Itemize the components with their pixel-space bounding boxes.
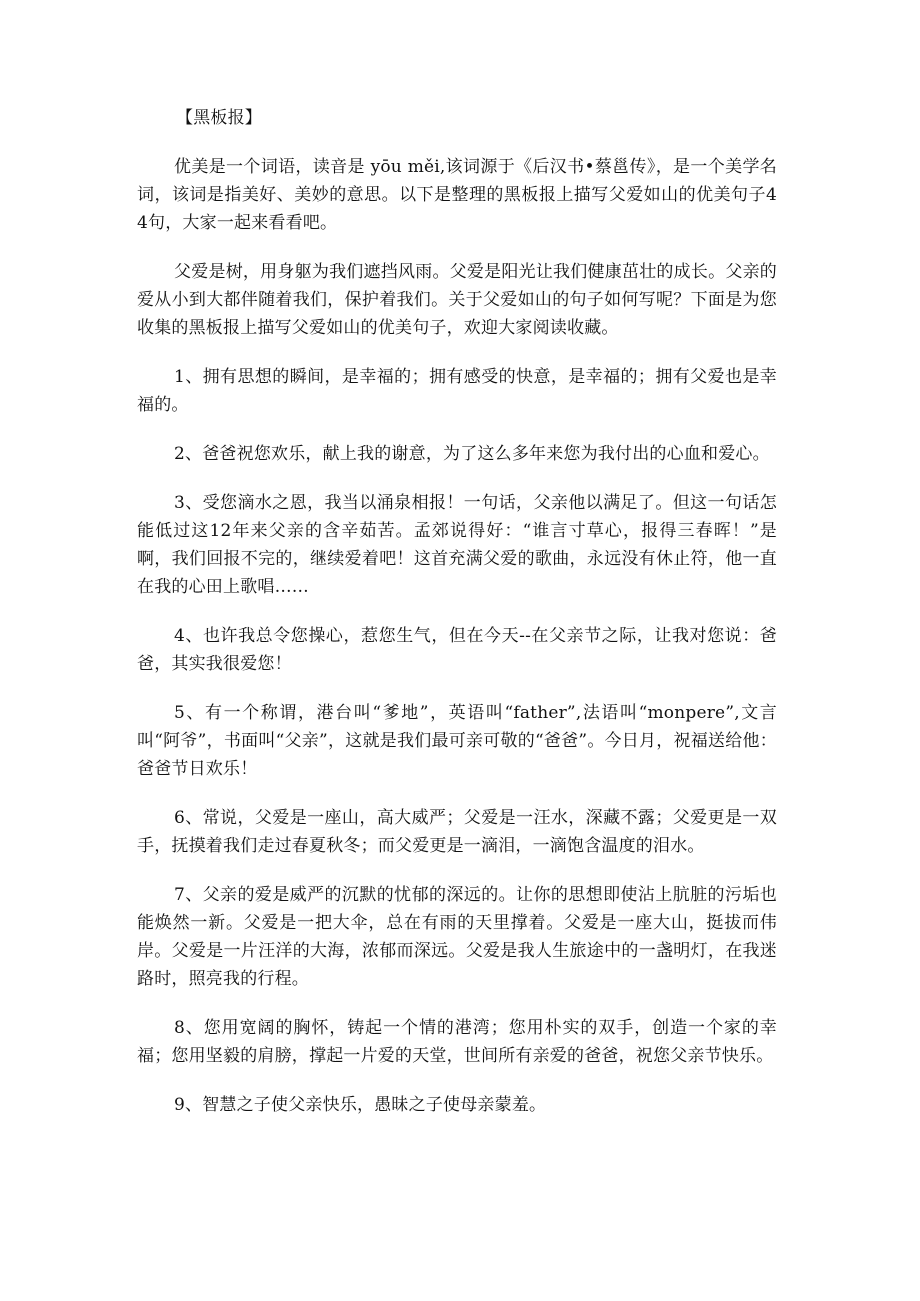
sentence-item: 3、受您滴水之恩，我当以涌泉相报！一句话，父亲他以满足了。但这一句话怎能低过这12年来父亲的含辛茹苦。孟郊说得好：“谁言寸草心，报得三春晖！”是啊，我们回报不完的，继续爱着吧！这首充满父爱的歌曲，永远没有休止符，他一直在我的心田上歌唱…… xyxy=(137,493,777,597)
sentence-item: 2、爸爸祝您欢乐，献上我的谢意，为了这么多年来您为我付出的心血和爱心。 xyxy=(174,444,770,464)
intro-paragraph: 父爱是树，用身躯为我们遮挡风雨。父爱是阳光让我们健康茁壮的成长。父亲的爱从小到大都伴随着我们，保护着我们。关于父爱如山的句子如何写呢？下面是为您收集的黑板报上描写父爱如山的优美句子，欢迎大家阅读收藏。 xyxy=(137,262,777,338)
sentence-item: 7、父亲的爱是威严的沉默的忧郁的深远的。让你的思想即使沾上肮脏的污垢也能焕然一新。父爱是一把大伞，总在有雨的天里撑着。父爱是一座大山，挺拔而伟岸。父爱是一片汪洋的大海，浓郁而深远。父爱是我人生旅途中的一盏明灯，在我迷路时，照亮我的行程。 xyxy=(137,885,777,989)
sentence-item: 1、拥有思想的瞬间，是幸福的；拥有感受的快意，是幸福的；拥有父爱也是幸福的。 xyxy=(137,367,777,415)
sentence-item: 8、您用宽阔的胸怀，铸起一个情的港湾；您用朴实的双手，创造一个家的幸福；您用坚毅的肩膀，撑起一片爱的天堂，世间所有亲爱的爸爸，祝您父亲节快乐。 xyxy=(137,1018,777,1066)
sentence-item: 4、也许我总令您操心，惹您生气，但在今天--在父亲节之际，让我对您说：爸爸，其实我很爱您！ xyxy=(137,626,777,674)
sentence-item: 6、常说，父爱是一座山，高大威严；父爱是一汪水，深藏不露；父爱更是一双手，抚摸着我们走过春夏秋冬；而父爱更是一滴泪，一滴饱含温度的泪水。 xyxy=(137,808,777,856)
sentence-item: 9、智慧之子使父亲快乐，愚昧之子使母亲蒙羞。 xyxy=(174,1095,547,1115)
article-body xyxy=(137,104,777,1140)
intro-paragraph: 优美是一个词语，读音是 yōu měi,该词源于《后汉书•蔡邕传》，是一个美学名词，该词是指美好、美妙的意思。以下是整理的黑板报上描写父爱如山的优美句子44句，大家一起来看看吧。 xyxy=(137,157,777,233)
sentence-item: 5、有一个称谓，港台叫“爹地”，英语叫“father”,法语叫“monpere”,文言叫“阿爷”，书面叫“父亲”，这就是我们最可亲可敬的“爸爸”。今日月，祝福送给他：爸爸节日欢乐！ xyxy=(137,703,777,779)
document-title: 【黑板报】 xyxy=(176,108,262,128)
